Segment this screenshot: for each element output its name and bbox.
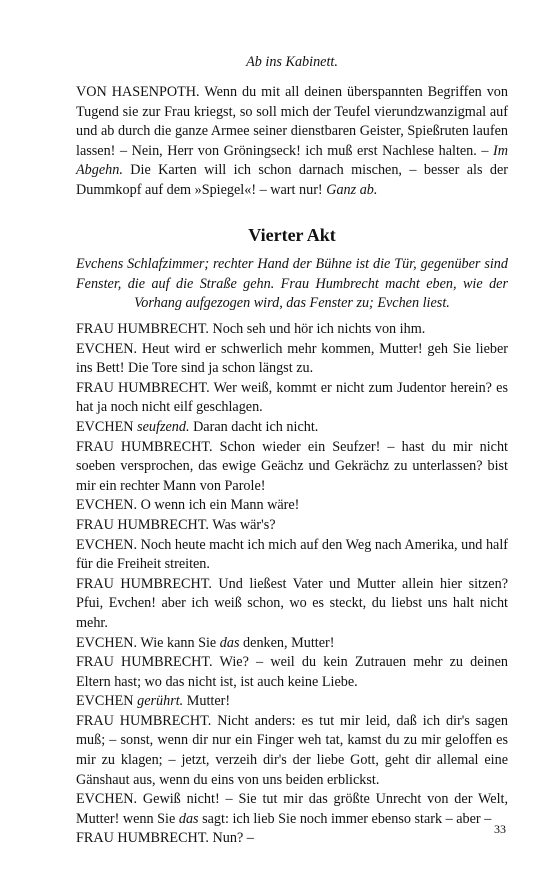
stage-direction-inline: seufzend. — [137, 418, 190, 435]
dialogue-line: EVCHEN. Noch heute macht ich mich auf den Weg nach Amerika, und half für die Freiheit streiten. — [76, 536, 508, 573]
speech-text: EVCHEN. Wie kann Sie — [76, 634, 220, 651]
dialogue-line: EVCHEN. Heut wird er schwerlich mehr kommen, Mutter! geh Sie lieber ins Bett! Die Tore sind ja schon längst zu. — [76, 340, 508, 377]
dialogue-line: FRAU HUMBRECHT. Und ließest Vater und Mutter allein hier sitzen? Pfui, Evchen! aber ich weiß schon, wo es steckt, du liebst uns halt nicht mehr. — [76, 575, 508, 631]
speech-text: Mutter! — [183, 693, 231, 710]
dialogue-line — [76, 790, 508, 829]
speech-von-hasenpoth — [76, 83, 508, 201]
dialogue-line: FRAU HUMBRECHT. Nun? – — [76, 830, 254, 847]
speech-text: Die Karten will ich schon darnach mischen, – besser als der Dummkopf auf dem »Spiegel«! – wart nur! — [76, 162, 508, 198]
speech-text: EVCHEN. Gewiß nicht! – Sie tut mir das größte Unrecht von der Welt, Mutter! wenn Sie — [76, 791, 508, 827]
dialogue-line: FRAU HUMBRECHT. Wer weiß, kommt er nicht zum Judentor herein? es hat ja noch nicht eilf geschlagen. — [76, 379, 508, 416]
speech-text: denken, Mutter! — [239, 634, 335, 651]
speech-text: sagt: ich lieb Sie noch immer ebenso stark – aber – — [198, 810, 492, 827]
dialogue-line: FRAU HUMBRECHT. Wie? – weil du kein Zutrauen mehr zu deinen Eltern hast; wo das nicht ist, ist auch keine Liebe. — [76, 654, 508, 690]
scene-description: Evchens Schlafzimmer; rechter Hand der Bühne ist die Tür, gegenüber sind Fenster, die auf die Straße gehn. Frau Humbrecht macht eben, wie der Vorhang aufgezogen wird, das Fenster zu; Evchen liest. — [76, 256, 508, 312]
speaker-text: EVCHEN — [76, 693, 138, 710]
stage-direction-inline: Im Abgehn. — [76, 142, 508, 179]
act-heading: Vierter Akt — [248, 225, 336, 245]
emphasis: das — [219, 634, 240, 651]
dialogue-line — [76, 692, 508, 712]
stage-direction-exit: Ab ins Kabinett. — [246, 54, 338, 70]
speaker-text: EVCHEN — [76, 418, 138, 435]
stage-direction-inline: Ganz ab. — [326, 181, 378, 198]
dialogue-line: FRAU HUMBRECHT. Noch seh und hör ich nichts von ihm. — [76, 321, 426, 337]
emphasis: das — [178, 810, 199, 827]
dialogue-line — [76, 634, 508, 654]
dialogue-line: EVCHEN. O wenn ich ein Mann wäre! — [76, 497, 300, 514]
dialogue — [76, 320, 508, 849]
dialogue-line: FRAU HUMBRECHT. Schon wieder ein Seufzer! – hast du mir nicht soeben versprochen, das ewige Geächz und Gekrächz zu unterlassen? bist mir ein rechter Mann von Parole! — [76, 438, 508, 494]
dialogue-line — [76, 418, 508, 438]
dialogue-line: FRAU HUMBRECHT. Nicht anders: es tut mir leid, daß ich dir's sagen muß; – sonst, wenn dir nur ein Finger weh tat, kamst du zu mir geloffen es mir zu klagen; – jetzt, verzeih dir's der liebe Gott, geht dir allemal eine Gänshaut aus, wenn du eins von uns beiden erblickst. — [76, 712, 508, 788]
speech-text: Daran dacht ich nicht. — [189, 418, 319, 435]
dialogue-line: FRAU HUMBRECHT. Was wär's? — [76, 516, 276, 533]
page-number: 33 — [494, 822, 506, 836]
speech-text: VON HASENPOTH. Wenn du mit all deinen überspannten Begriffen von Tugend sie zur Frau kriegst, so soll mich der Teufel vierundzwanzigmal auf und ab durch die ganze Armee seiner dienstbaren Geister, Spießruten laufen lassen! – Nein, Herr von Gröningseck! ich muß erst Nachlese halten. – — [76, 84, 508, 159]
stage-direction-inline: gerührt. — [137, 693, 184, 710]
